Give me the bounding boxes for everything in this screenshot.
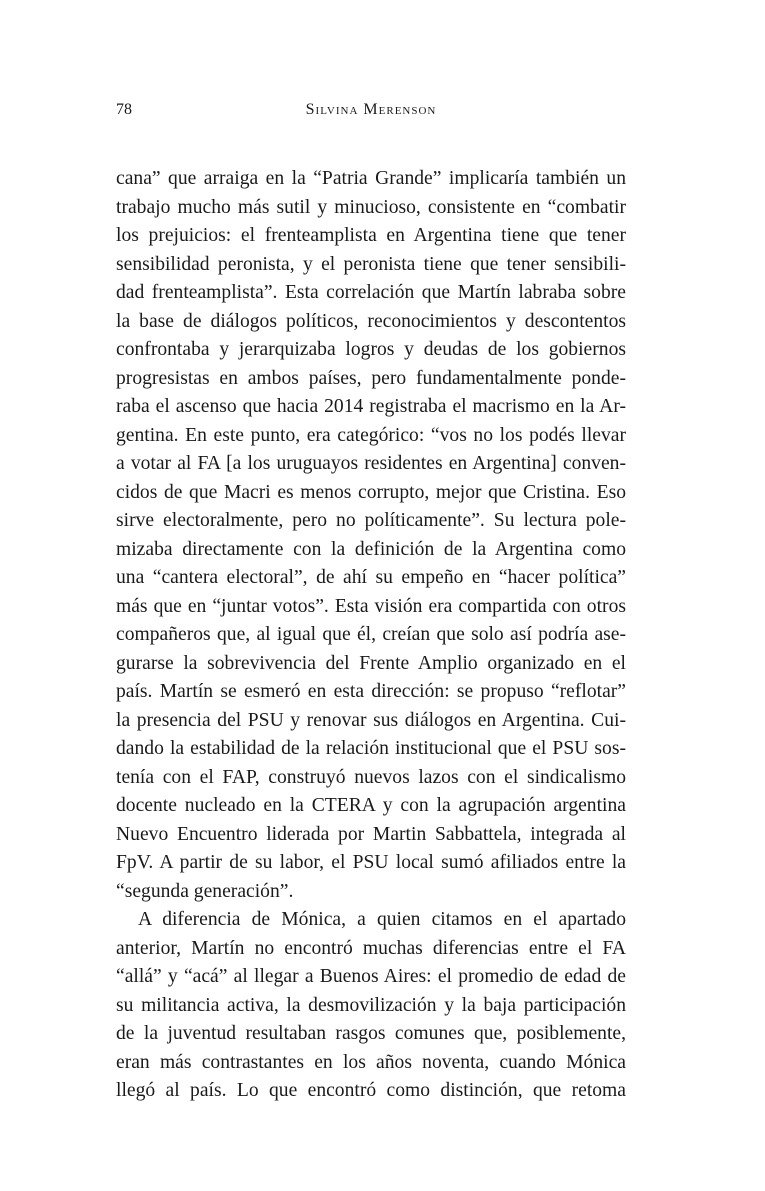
text-line: raba el ascenso que hacia 2014 registraba el macrismo en la Ar- bbox=[116, 396, 626, 417]
text-line: tenía con el FAP, construyó nuevos lazos con el sindicalismo bbox=[116, 766, 626, 788]
text-line: A diferencia de Mónica, a quien citamos en el apartado bbox=[138, 909, 626, 930]
text-line: gentina. En este punto, era categórico: “vos no los podés llevar bbox=[116, 424, 626, 446]
text-line: compañeros que, al igual que él, creían que solo así podría ase- bbox=[116, 624, 626, 645]
text-line: los prejuicios: el frenteamplista en Argentina tiene que tener bbox=[116, 225, 626, 246]
text-line: de la juventud resultaban rasgos comunes que, posiblemente, bbox=[116, 1023, 626, 1044]
running-head bbox=[116, 98, 626, 122]
text-line: progresistas en ambos países, pero fundamentalmente ponde- bbox=[116, 367, 626, 389]
text-line: sirve electoralmente, pero no políticamente”. Su lectura pole- bbox=[116, 510, 626, 531]
text-line: sensibilidad peronista, y el peronista tiene que tener sensibili- bbox=[116, 253, 626, 275]
text-line: mizaba directamente con la definición de la Argentina como bbox=[116, 538, 626, 560]
text-line: dad frenteamplista”. Esta correlación que Martín labraba sobre bbox=[116, 282, 626, 303]
text-line: “allá” y “acá” al llegar a Buenos Aires: el promedio de edad de bbox=[116, 966, 626, 987]
text-line: la presencia del PSU y renovar sus diálogos en Argentina. Cui- bbox=[116, 709, 626, 731]
text-line: anterior, Martín no encontró muchas diferencias entre el FA bbox=[116, 937, 626, 959]
text-line: cana” que arraiga en la “Patria Grande” implicaría también un bbox=[116, 168, 626, 189]
page-number: 78 bbox=[116, 101, 132, 118]
text-line: trabajo mucho más sutil y minucioso, consistente en “combatir bbox=[116, 196, 626, 218]
text-line: eran más contrastantes en los años noventa, cuando Mónica bbox=[116, 1051, 626, 1073]
paragraph-1 bbox=[116, 165, 626, 906]
text-line: la base de diálogos políticos, reconocimientos y descontentos bbox=[116, 310, 626, 332]
text-line: docente nucleado en la CTERA y con la agrupación argentina bbox=[116, 795, 626, 816]
text-line: dando la estabilidad de la relación institucional que el PSU sos- bbox=[116, 738, 626, 759]
running-head-author: Silvina Merenson bbox=[305, 101, 437, 118]
text-line: confrontaba y jerarquizaba logros y deudas de los gobiernos bbox=[116, 339, 626, 360]
text-line: “segunda generación”. bbox=[116, 880, 294, 902]
text-line: su militancia activa, la desmovilización y la baja participación bbox=[116, 994, 626, 1016]
text-line: país. Martín se esmeró en esta dirección: se propuso “reflotar” bbox=[116, 681, 626, 702]
body-text bbox=[116, 165, 626, 1106]
text-line: Nuevo Encuentro liderada por Martin Sabbattela, integrada al bbox=[116, 823, 626, 845]
text-line: a votar al FA [a los uruguayos residentes en Argentina] conven- bbox=[116, 453, 626, 474]
text-line: llegó al país. Lo que encontró como distinción, que retoma bbox=[116, 1080, 626, 1101]
text-line: FpV. A partir de su labor, el PSU local sumó afiliados entre la bbox=[116, 852, 626, 873]
text-line: cidos de que Macri es menos corrupto, mejor que Cristina. Eso bbox=[116, 481, 626, 503]
paragraph-2 bbox=[116, 906, 626, 1106]
text-line: gurarse la sobrevivencia del Frente Amplio organizado en el bbox=[116, 652, 626, 674]
text-line: más que en “juntar votos”. Esta visión era compartida con otros bbox=[116, 595, 626, 617]
text-line: una “cantera electoral”, de ahí su empeño en “hacer política” bbox=[116, 567, 626, 588]
